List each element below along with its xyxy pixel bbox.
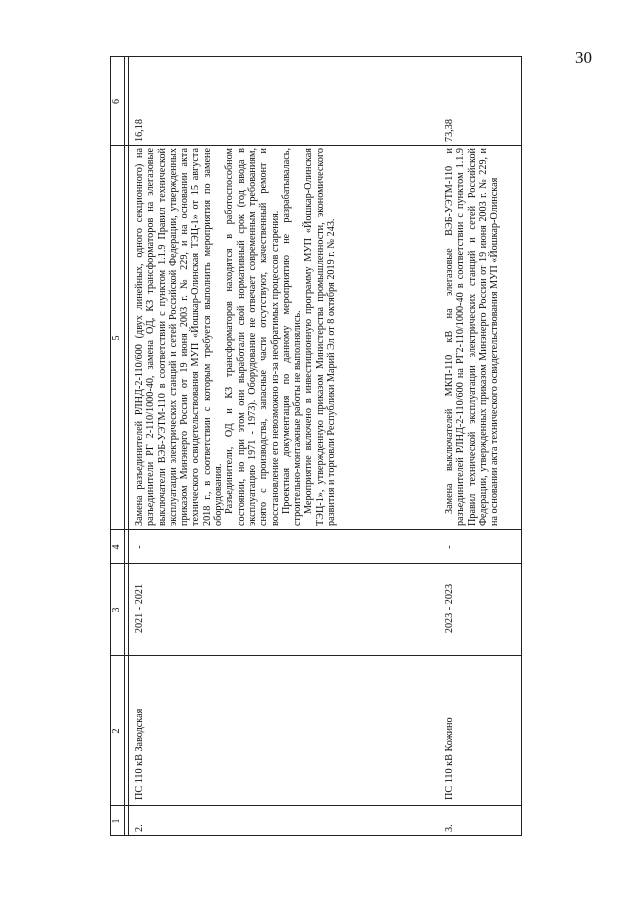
header-cell: 1 [111, 818, 122, 824]
page-number: 30 [575, 48, 592, 67]
description-paragraph: Замена выключателей МКП-110 кВ на элегазовые ВЭБ-УЭТМ-110 и разъединителей РЛНД-2-110/600 на РГ2-110/1000-40 в соответствии с пунктом 1.1.9 Правил технической эксплуатации электрических станций и сетей Российской Федерации, утвержденных приказом Минэнерго России от 19 июня 2003 г. № 229, и на основании акта технического освидетельствования МУП «Йошкар-Олинская [444, 148, 501, 526]
header-cell: 3 [111, 607, 122, 613]
description-paragraph: Замена разъединителей РЛНД-2-110/600 (двух линейных, одного секционного) на разъединители РГ 2-110/1000-40, замена ОД, КЗ трансформаторов на элегазовые выключатели ВЭБ-УЭТМ-110 в соответствии с пунктом 1.1.9 Правил технической эксплуатации электрических станций и сетей Российской Федерации, утвержденных приказом Минэнерго России от 19 июня 2003 г. № 229, и на основании акта технического освидетельствования МУП «Йошкар-Олинская ТЭЦ-1» от 15 августа 2018 г., в соответствии с которым требуется выполнить мероприятия по замене оборудования. [134, 148, 225, 526]
description [444, 148, 500, 526]
column-divider [110, 805, 522, 806]
description-paragraph: Разъединители, ОД и КЗ трансформаторов находятся в работоспособном состоянии, но при этом они выработали свой нормативный срок (год ввода в эксплуатацию 1971 - 1973). Оборудование не отвечает современным требованиям, снято с производства, запасные части отсутствуют, качественный ремонт и восстановление его невозможно из-за необратимых процессов старения. [224, 148, 281, 526]
period: 2023 - 2023 [444, 583, 455, 634]
rotated-table [110, 56, 522, 836]
table-header-divider-2 [128, 56, 129, 836]
header-cell: 6 [111, 99, 122, 104]
row-number: 2. [134, 824, 145, 832]
table-border-bottom [521, 56, 522, 836]
object-name: ПС 110 кВ Заводская [134, 708, 145, 800]
table [110, 56, 522, 836]
cost: 16,18 [134, 119, 145, 142]
header-cell: 4 [111, 544, 122, 550]
row-number: 3. [444, 824, 455, 832]
column-divider [110, 145, 522, 146]
column-divider [110, 655, 522, 656]
header-cell: 5 [111, 335, 122, 341]
column-divider [110, 563, 522, 564]
description-paragraph: Проектная документация по данному мероприятию не разрабатывалась, строительно-монтажные работы не выполнялись. [280, 148, 304, 526]
description [134, 148, 337, 526]
table-border-right [110, 56, 522, 57]
column-4-value: - [134, 545, 145, 549]
header-cell: 2 [111, 728, 122, 734]
object-name: ПС 110 кВ Кожино [444, 717, 455, 800]
table-border-left [110, 835, 522, 836]
column-4-value: - [444, 545, 455, 549]
column-divider [110, 529, 522, 530]
cost: 73,38 [444, 119, 455, 142]
table-header-divider [124, 56, 125, 836]
period: 2021 - 2021 [134, 583, 145, 634]
description-paragraph: Мероприятие включено в инвестиционную программу МУП «Йошкар-Олинская ТЭЦ-1», утвержденную приказом Министерства промышленности, экономического развития и торговли Республики Марий Эл от 8 октября 2019 г. № 243. [303, 148, 338, 526]
